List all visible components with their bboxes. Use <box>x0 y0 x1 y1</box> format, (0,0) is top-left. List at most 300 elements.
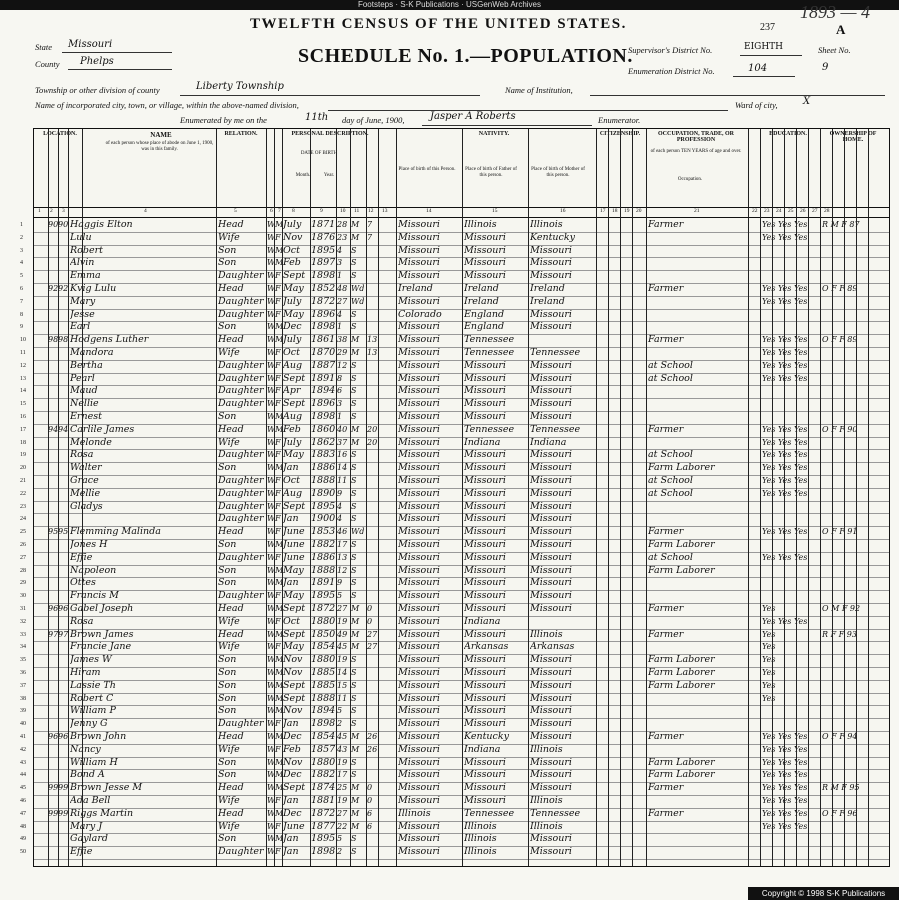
cell-month: Oct <box>283 244 300 256</box>
cell-color: W <box>267 821 275 831</box>
column-number: 12 <box>368 208 374 214</box>
cell-month: Dec <box>283 321 302 333</box>
cell-name: Ottes <box>70 577 96 589</box>
line-number: 7 <box>20 298 23 305</box>
cell-age: 5 <box>337 706 343 716</box>
cell-year: 1880 <box>311 654 336 666</box>
cell-pob: Missouri <box>398 270 440 282</box>
cell-sex: M <box>275 258 283 268</box>
cell-edu: Yes Yes Yes <box>762 527 808 537</box>
cell-rel: Son <box>218 692 237 704</box>
line-number: 24 <box>20 516 26 523</box>
cell-age: 27 <box>337 604 348 613</box>
cell-month: Jan <box>283 795 299 806</box>
cell-fam: 92 <box>58 284 69 293</box>
cell-occ: at School <box>648 449 693 461</box>
cell-sex: F <box>275 271 281 281</box>
cell-sex: F <box>275 821 281 831</box>
cell-pob-f: Missouri <box>464 513 506 525</box>
cell-pob: Missouri <box>398 577 440 589</box>
cell-month: Jan <box>283 513 299 525</box>
cell-month: Sept <box>283 628 306 640</box>
line-number: 19 <box>20 452 26 459</box>
cell-marital: Wd <box>351 527 365 537</box>
cell-name: Robert C <box>70 692 114 704</box>
cell-pob-m: Missouri <box>530 462 572 474</box>
column-number: 13 <box>382 208 388 214</box>
cell-rel: Son <box>218 244 237 256</box>
cell-yrs: 7 <box>367 232 373 242</box>
line-number: 14 <box>20 388 26 395</box>
cell-sex: F <box>275 399 281 409</box>
cell-edu: Yes <box>762 629 776 639</box>
cell-name: Robert <box>70 244 103 256</box>
cell-marital: S <box>351 309 357 319</box>
cell-rel: Head <box>218 219 244 230</box>
township-label: Township or other division of county <box>35 85 160 95</box>
cell-pob: Missouri <box>398 334 440 346</box>
cell-year: 1891 <box>311 577 336 589</box>
column-number: 24 <box>776 208 782 214</box>
cell-age: 27 <box>337 808 348 818</box>
cell-name: Emma <box>70 270 101 282</box>
cell-month: Oct <box>283 475 300 486</box>
cell-pob-m: Indiana <box>530 436 567 448</box>
line-number: 39 <box>20 708 26 715</box>
cell-age: 25 <box>337 783 348 793</box>
cell-month: Nov <box>283 667 303 678</box>
cell-own: O F F 90 <box>822 424 858 434</box>
cell-month: Jan <box>283 846 299 858</box>
cell-marital: S <box>351 834 357 844</box>
column-rule <box>282 129 283 866</box>
cell-year: 1872 <box>311 603 336 614</box>
cell-sex: F <box>275 719 281 729</box>
cell-pob: Missouri <box>398 769 440 781</box>
cell-name: James W <box>70 654 112 666</box>
cell-edu: Yes Yes Yes <box>762 348 808 357</box>
cell-year: 1850 <box>311 628 336 640</box>
cell-fam: 99 <box>58 808 69 818</box>
line-number: 15 <box>20 401 26 408</box>
cell-pob-m: Missouri <box>530 846 572 858</box>
cell-name: Brown John <box>70 731 127 742</box>
cell-color: W <box>267 808 275 818</box>
cell-occ: Farm Laborer <box>648 462 715 474</box>
cell-year: 1876 <box>311 231 336 243</box>
cell-pob-f: England <box>464 308 505 320</box>
cell-pob: Illinois <box>398 807 431 819</box>
cell-year: 1895 <box>311 500 336 512</box>
cell-edu: Yes Yes Yes <box>762 552 808 562</box>
occupation-description: of each person TEN YEARS of age and over. <box>650 149 742 154</box>
cell-pob-m: Missouri <box>530 782 572 794</box>
cell-occ: Farmer <box>648 628 684 640</box>
cell-pob-f: Illinois <box>464 846 497 858</box>
cell-yrs: 13 <box>367 335 378 345</box>
cell-name: Melonde <box>70 436 112 448</box>
cell-marital: M <box>351 642 360 652</box>
cell-marital: S <box>351 258 357 268</box>
column-number: 9 <box>320 208 323 214</box>
column-number: 3 <box>62 208 65 214</box>
cell-sex: M <box>275 834 283 844</box>
cell-own: O M F 92 <box>822 604 861 613</box>
cell-color: W <box>267 220 275 229</box>
cell-occ: at School <box>648 551 693 563</box>
cell-pob-f: Missouri <box>464 782 506 794</box>
enumerated-prefix: Enumerated by me on the <box>180 115 267 125</box>
cell-color: W <box>267 578 275 588</box>
cell-pob-f: Tennessee <box>464 334 515 346</box>
cell-pob: Missouri <box>398 628 440 640</box>
sheet-label: Sheet No. <box>818 45 851 55</box>
column-rule <box>620 129 621 866</box>
cell-rel: Daughter <box>218 551 264 563</box>
cell-color: W <box>267 463 275 473</box>
column-number: 23 <box>764 208 770 214</box>
cell-rel: Head <box>218 283 244 294</box>
cell-rel: Daughter <box>218 449 264 461</box>
cell-pob-f: Missouri <box>464 500 506 512</box>
cell-color: W <box>267 668 275 677</box>
cell-pob-f: Indiana <box>464 743 501 755</box>
cell-edu: Yes Yes Yes <box>762 220 808 229</box>
cell-sex: M <box>275 578 283 588</box>
line-number: 13 <box>20 375 26 382</box>
cell-name: Kvig Lulu <box>70 283 117 294</box>
cell-month: Nov <box>283 705 303 717</box>
cell-color: W <box>267 309 275 319</box>
cell-pob-m: Missouri <box>530 449 572 461</box>
cell-name: Jesse <box>70 308 95 320</box>
cell-year: 1888 <box>311 564 336 576</box>
cell-pob-f: Missouri <box>464 487 506 499</box>
cell-year: 1872 <box>311 295 336 307</box>
cell-rel: Daughter <box>218 475 264 486</box>
cell-sex: F <box>275 232 281 242</box>
cell-marital: S <box>351 501 357 511</box>
cell-month: Nov <box>283 654 303 666</box>
cell-pob-m: Missouri <box>530 654 572 666</box>
cell-yrs: 26 <box>367 732 378 741</box>
cell-sex: M <box>275 808 283 818</box>
cell-age: 38 <box>337 335 348 345</box>
line-number: 48 <box>20 823 26 830</box>
cell-age: 5 <box>337 834 343 844</box>
cell-age: 37 <box>337 437 348 447</box>
cell-occ: at School <box>648 487 693 499</box>
cell-rel: Head <box>218 782 244 794</box>
cell-color: W <box>267 770 275 780</box>
cell-month: June <box>283 820 305 832</box>
cell-pob-m: Ireland <box>530 283 565 294</box>
column-number: 28 <box>824 208 830 214</box>
cell-year: 1880 <box>311 615 336 627</box>
cell-age: 48 <box>337 284 348 293</box>
cell-rel: Daughter <box>218 398 264 410</box>
cell-month: Feb <box>283 743 301 755</box>
cell-rel: Son <box>218 462 237 474</box>
cell-age: 27 <box>337 296 348 306</box>
cell-sex: F <box>275 527 281 537</box>
cell-sex: M <box>275 463 283 473</box>
column-rule <box>58 129 59 866</box>
column-rule <box>266 129 267 866</box>
institution-label: Name of Institution, <box>505 85 573 95</box>
column-number: 16 <box>560 208 566 214</box>
line-number: 40 <box>20 721 26 728</box>
cell-month: Apr <box>283 385 301 397</box>
cell-pob-m: Illinois <box>530 795 563 806</box>
line-number: 1 <box>20 222 23 228</box>
cell-color: W <box>267 783 275 793</box>
cell-fam: 99 <box>58 783 69 793</box>
cell-yrs: 7 <box>367 220 373 229</box>
cell-color: W <box>267 501 275 511</box>
cell-marital: M <box>351 335 360 345</box>
cell-sex: F <box>275 373 281 383</box>
cell-age: 19 <box>337 796 348 805</box>
personal-group-head: PERSONAL DESCRIPTION. <box>291 131 369 137</box>
column-number: 17 <box>600 208 606 214</box>
cell-pob-m: Missouri <box>530 398 572 410</box>
column-number: 4 <box>144 208 147 214</box>
cell-pob-m: Missouri <box>530 526 572 538</box>
cell-pob-f: Missouri <box>464 385 506 397</box>
enumerated-suffix: day of June, 1900, <box>342 115 405 125</box>
cell-name: Rosa <box>70 449 94 461</box>
cell-pob: Missouri <box>398 705 440 717</box>
column-number: 14 <box>426 208 432 214</box>
cell-edu: Yes Yes Yes <box>762 796 808 805</box>
cell-edu: Yes <box>762 604 776 613</box>
cell-sex: F <box>275 386 281 396</box>
cell-age: 3 <box>337 258 343 268</box>
cell-rel: Son <box>218 411 237 422</box>
column-rule <box>366 129 367 866</box>
enumerated-day: 11th <box>305 112 329 123</box>
citizenship-group-head: CITIZENSHIP. <box>599 131 641 137</box>
cell-pob: Missouri <box>398 398 440 410</box>
cell-marital: M <box>351 796 360 805</box>
cell-color: W <box>267 540 275 549</box>
cell-pob-m: Tennessee <box>530 347 581 358</box>
column-rule <box>646 129 647 866</box>
cell-year: 1872 <box>311 807 336 819</box>
cell-rel: Son <box>218 564 237 576</box>
cell-color: W <box>267 399 275 409</box>
cell-occ: Farm Laborer <box>648 654 715 666</box>
cell-age: 2 <box>337 719 343 729</box>
form-letter: A <box>836 22 846 37</box>
cell-pob-f: Ireland <box>464 295 499 307</box>
cell-edu: Yes Yes Yes <box>762 808 808 818</box>
cell-year: 1898 <box>311 321 336 333</box>
cell-pob: Missouri <box>398 743 440 755</box>
cell-edu: Yes Yes Yes <box>762 360 808 370</box>
cell-own: O F F 89 <box>822 284 858 293</box>
cell-dw: 96 <box>48 732 58 741</box>
cell-pob-f: Missouri <box>464 679 506 691</box>
cell-edu: Yes Yes Yes <box>762 744 808 754</box>
cell-marital: S <box>351 514 357 524</box>
cell-pob: Missouri <box>398 667 440 678</box>
cell-age: 15 <box>337 680 348 690</box>
cell-marital: S <box>351 360 357 370</box>
cell-age: 45 <box>337 642 348 652</box>
cell-own: O F F 94 <box>822 732 858 741</box>
cell-pob: Missouri <box>398 436 440 448</box>
cell-month: Dec <box>283 807 302 819</box>
cell-rel: Son <box>218 321 237 333</box>
cell-rel: Head <box>218 526 244 538</box>
cell-own: R M F 95 <box>822 783 860 793</box>
column-number: 7 <box>278 208 281 214</box>
cell-name: Walter <box>70 462 102 474</box>
column-rule <box>868 129 869 866</box>
cell-pob-m: Missouri <box>530 475 572 486</box>
cell-sex: M <box>275 540 283 549</box>
cell-color: W <box>267 744 275 754</box>
cell-rel: Wife <box>218 436 240 448</box>
cell-year: 1870 <box>311 347 336 358</box>
cell-color: W <box>267 322 275 332</box>
census-title: TWELFTH CENSUS OF THE UNITED STATES. <box>250 16 627 32</box>
cell-pob-f: Illinois <box>464 219 497 230</box>
cell-year: 1895 <box>311 833 336 845</box>
cell-pob-m: Missouri <box>530 679 572 691</box>
cell-pob-m: Missouri <box>530 513 572 525</box>
cell-marital: M <box>351 783 360 793</box>
occupation-subhead: Occupation. <box>677 177 703 182</box>
cell-name: Alvin <box>70 257 95 269</box>
line-number: 26 <box>20 542 26 548</box>
cell-pob: Missouri <box>398 820 440 832</box>
cell-sex: M <box>275 693 283 703</box>
cell-name: Mary J <box>70 820 103 832</box>
column-number: 25 <box>788 208 794 214</box>
cell-sex: F <box>275 309 281 319</box>
cell-fam: 90 <box>58 220 69 229</box>
cell-marital: S <box>351 552 357 562</box>
cell-rel: Daughter <box>218 372 264 384</box>
cell-pob-m: Missouri <box>530 359 572 371</box>
cell-month: Jan <box>283 577 299 589</box>
cell-marital: S <box>351 680 357 690</box>
cell-month: May <box>283 564 304 576</box>
cell-pob-m: Tennessee <box>530 807 581 819</box>
cell-month: June <box>283 526 305 538</box>
cell-dw: 96 <box>48 604 58 613</box>
cell-edu: Yes Yes Yes <box>762 373 808 383</box>
cell-pob: Missouri <box>398 347 440 358</box>
cell-month: Aug <box>283 487 303 499</box>
cell-pob: Missouri <box>398 641 440 653</box>
cell-occ: at School <box>648 372 693 384</box>
ward-value: X <box>803 96 811 107</box>
cell-sex: M <box>275 245 283 255</box>
cell-year: 1881 <box>311 795 336 806</box>
cell-sex: F <box>275 284 281 293</box>
cell-name: Lassie Th <box>70 679 116 691</box>
cell-pob: Missouri <box>398 449 440 461</box>
cell-year: 1891 <box>311 372 336 384</box>
column-rule <box>378 129 379 866</box>
handwritten-page-mark: 1893 — 4 <box>800 2 871 22</box>
cell-pob-f: Missouri <box>464 372 506 384</box>
birth-subhead: DATE OF BIRTH <box>300 151 338 156</box>
cell-edu: Yes Yes Yes <box>762 783 808 793</box>
cell-marital: S <box>351 591 357 601</box>
cell-occ: Farm Laborer <box>648 756 715 768</box>
cell-age: 28 <box>337 220 348 229</box>
cell-sex: M <box>275 783 283 793</box>
cell-pob-f: Missouri <box>464 411 506 422</box>
cell-edu: Yes Yes Yes <box>762 616 808 626</box>
cell-pob-m: Missouri <box>530 308 572 320</box>
cell-color: W <box>267 719 275 729</box>
cell-yrs: 27 <box>367 642 378 652</box>
cell-sex: M <box>275 604 283 613</box>
cell-color: W <box>267 732 275 741</box>
cell-month: Feb <box>283 423 301 435</box>
line-number: 36 <box>20 670 26 676</box>
cell-month: Sept <box>283 679 306 691</box>
cell-pob-m: Arkansas <box>530 641 575 653</box>
cell-sex: M <box>275 770 283 780</box>
cell-yrs: 0 <box>367 783 373 793</box>
cell-rel: Wife <box>218 347 240 358</box>
cell-year: 1888 <box>311 475 336 486</box>
cell-age: 23 <box>337 232 348 242</box>
cell-sex: M <box>275 220 283 229</box>
cell-pob-m: Missouri <box>530 667 572 678</box>
cell-color: W <box>267 450 275 460</box>
cell-pob-m: Missouri <box>530 411 572 422</box>
column-rule <box>216 129 217 866</box>
cell-yrs: 0 <box>367 604 373 613</box>
cell-pob-f: Arkansas <box>464 641 509 653</box>
cell-sex: F <box>275 501 281 511</box>
cell-rel: Daughter <box>218 359 264 371</box>
cell-sex: M <box>275 424 283 434</box>
cell-occ: Farmer <box>648 423 684 435</box>
cell-sex: M <box>275 565 283 575</box>
cell-pob: Missouri <box>398 244 440 256</box>
cell-occ: Farmer <box>648 526 684 538</box>
column-rule <box>396 129 397 866</box>
column-rule <box>796 129 797 866</box>
cell-sex: M <box>275 680 283 690</box>
cell-color: W <box>267 604 275 613</box>
cell-yrs: 0 <box>367 796 373 805</box>
cell-rel: Daughter <box>218 308 264 320</box>
cell-occ: Farm Laborer <box>648 769 715 781</box>
cell-pob: Missouri <box>398 423 440 435</box>
cell-name: Hiram <box>70 667 101 678</box>
cell-pob-m: Missouri <box>530 705 572 717</box>
cell-month: Jan <box>283 718 299 730</box>
cell-age: 14 <box>337 668 348 677</box>
cell-pob-f: Missouri <box>464 577 506 589</box>
cell-year: 1894 <box>311 705 336 717</box>
cell-rel: Daughter <box>218 270 264 282</box>
column-rule <box>784 129 785 866</box>
cell-age: 22 <box>337 821 348 831</box>
cell-age: 4 <box>337 501 343 511</box>
cell-month: Aug <box>283 411 303 422</box>
